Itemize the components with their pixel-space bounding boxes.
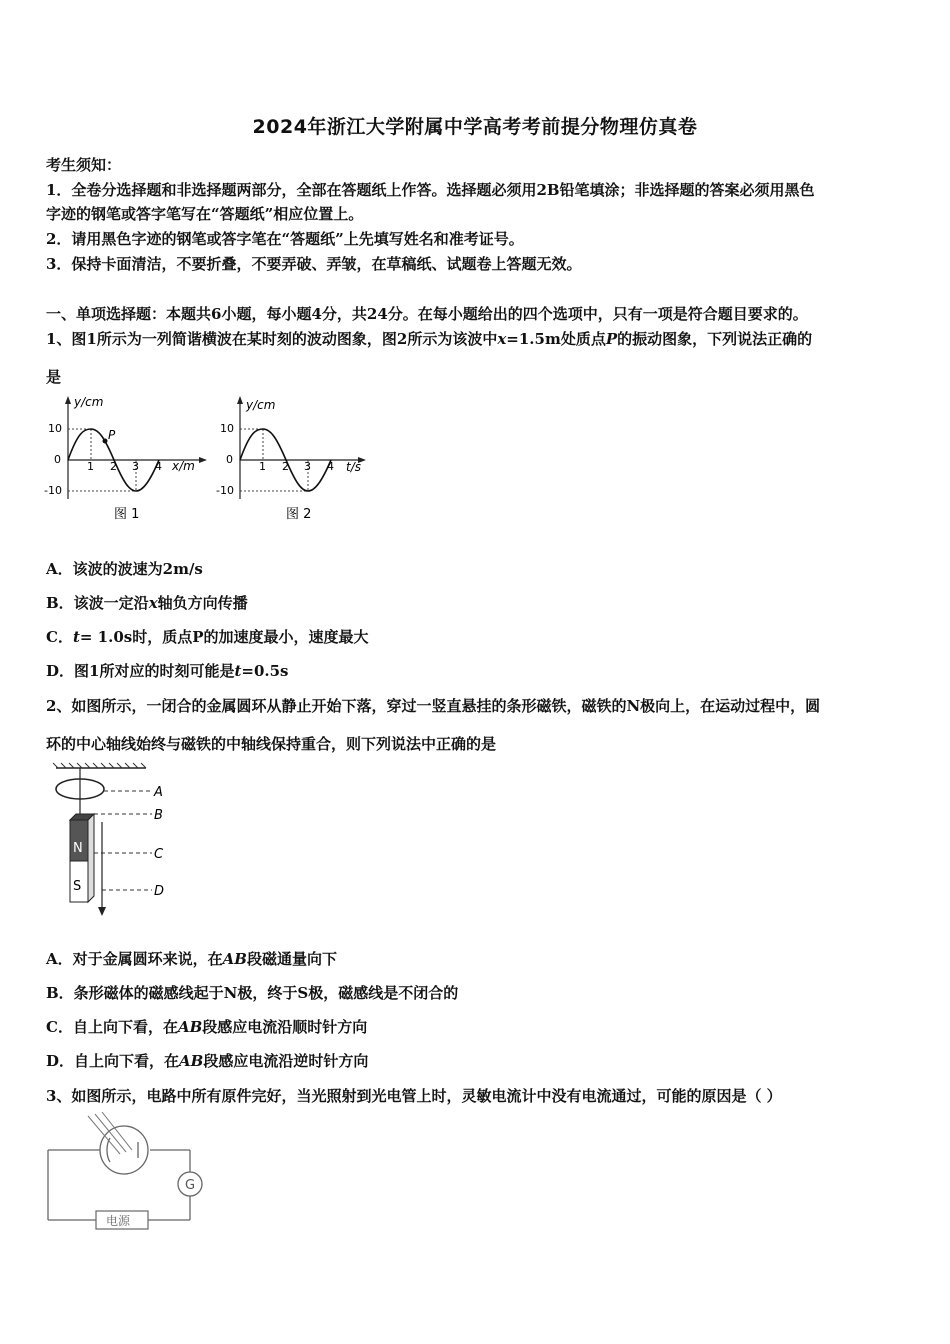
q2-option-d-var: AB <box>179 1052 204 1070</box>
q2-option-c-b: 段感应电流沿顺时针方向 <box>202 1018 368 1036</box>
fig2-tick-3: 3 <box>304 460 311 473</box>
q1-option-a: A．该波的波速为2m/s <box>46 560 203 578</box>
galvanometer-label: G <box>185 1178 196 1193</box>
q2-option-d-a: D．自上向下看，在 <box>46 1052 180 1070</box>
q1-option-b-a: B．该波一定沿 <box>46 594 149 612</box>
label-n: N <box>73 841 83 856</box>
fig2-ylabel: y/cm <box>246 398 276 412</box>
label-d: D <box>154 884 165 899</box>
fig1-bottom-label: -10 <box>44 484 62 497</box>
fig2-tick-2: 2 <box>282 460 289 473</box>
q1-stem-c: 的振动图象，下列说法正确的 <box>617 330 813 348</box>
q2-option-d-b: 段感应电流沿逆时针方向 <box>203 1052 369 1070</box>
fig1-xlabel: x/m <box>172 459 195 473</box>
q1-option-c <box>46 626 369 647</box>
label-c: C <box>154 847 164 862</box>
fig2-top-label: 10 <box>220 422 234 435</box>
q2-option-c-a: C．自上向下看，在 <box>46 1018 178 1036</box>
q1-option-d <box>46 660 289 681</box>
q1-figure-2 <box>212 394 372 529</box>
q2-option-a-var: AB <box>222 950 247 968</box>
q1-stem-p: P <box>605 330 618 348</box>
q1-stem-var: x <box>497 330 507 348</box>
fig1-y-arrow <box>65 396 71 404</box>
q1-option-b <box>46 592 248 613</box>
q1-option-d-b: =0.5s <box>241 662 289 680</box>
q1-option-c-a: C． <box>46 628 73 646</box>
notice-line-2: 2．请用黑色字迹的钢笔或答字笔在“答题纸”上先填写姓名和准考证号。 <box>46 230 524 248</box>
q2-option-c-var: AB <box>177 1018 203 1036</box>
fig1-ylabel: y/cm <box>74 395 104 409</box>
q1-option-b-var: x <box>148 594 158 612</box>
power-source-label: 电源 <box>106 1214 131 1228</box>
fall-direction-arrow <box>98 907 106 916</box>
fig1-zero-label: 0 <box>54 453 61 466</box>
q1-stem-b: =1.5m处质点 <box>506 330 606 348</box>
magnet-side-face <box>88 814 94 902</box>
q2-option-a-b: 段磁通量向下 <box>246 950 337 968</box>
notice-heading: 考生须知： <box>46 156 122 174</box>
q2-stem-b: 环的中心轴线始终与磁铁的中轴线保持重合，则下列说法中正确的是 <box>46 735 497 753</box>
q1-option-d-var: t <box>234 662 242 680</box>
fig1-point-label: P <box>108 428 116 442</box>
section-heading: 一、单项选择题：本题共6小题，每小题4分，共24分。在每小题给出的四个选项中，只有一项是符合题目要求的。 <box>46 305 808 323</box>
fig1-tick-1: 1 <box>87 460 94 473</box>
notice-line-3: 3．保持卡面清洁，不要折叠，不要弄破、弄皱，在草稿纸、试题卷上答题无效。 <box>46 255 582 273</box>
fig1-x-arrow <box>199 457 207 463</box>
page-title: 2024年浙江大学附属中学高考考前提分物理仿真卷 <box>252 116 698 138</box>
q3-stem: 3、如图所示，电路中所有原件完好，当光照射到光电管上时，灵敏电流计中没有电流通过，可能的原因是（ ） <box>46 1087 782 1105</box>
q2-option-b: B．条形磁体的磁感线起于N极，终于S极，磁感线是不闭合的 <box>46 984 459 1002</box>
fig2-y-arrow <box>237 396 243 404</box>
fig1-caption: 图 1 <box>114 507 140 522</box>
q2-option-d <box>46 1050 368 1071</box>
fig1-tick-2: 2 <box>110 460 117 473</box>
fig2-xlabel: t/s <box>346 460 361 474</box>
q2-figure <box>46 762 186 920</box>
fig2-caption: 图 2 <box>286 507 312 522</box>
q2-stem-a: 2、如图所示，一闭合的金属圆环从静止开始下落，穿过一竖直悬挂的条形磁铁，磁铁的N极向上，在运动过程中，圆 <box>46 697 821 715</box>
q1-figure-1 <box>40 394 210 529</box>
label-s: S <box>73 879 82 894</box>
q1-stem-d: 是 <box>46 368 62 386</box>
fig2-bottom-label: -10 <box>216 484 234 497</box>
q1-stem-a: 1、图1所示为一列简谐横波在某时刻的波动图象，图2所示为该波中 <box>46 330 498 348</box>
fig1-tick-4: 4 <box>155 460 162 473</box>
q1-option-b-b: 轴负方向传播 <box>157 594 248 612</box>
fig2-tick-1: 1 <box>259 460 266 473</box>
fig1-top-label: 10 <box>48 422 62 435</box>
q2-option-a-a: A．对于金属圆环来说，在 <box>46 950 223 968</box>
q3-figure <box>40 1112 215 1234</box>
q2-option-a <box>46 948 337 969</box>
q1-option-c-var: t <box>72 628 80 646</box>
q2-option-c <box>46 1016 367 1037</box>
notice-line-1b: 字迹的钢笔或答字笔写在“答题纸”相应位置上。 <box>46 205 364 223</box>
q1-option-d-a: D．图1所对应的时刻可能是 <box>46 662 235 680</box>
fig1-point-p <box>103 439 108 444</box>
notice-line-1a: 1．全卷分选择题和非选择题两部分，全部在答题纸上作答。选择题必须用2B铅笔填涂；非选择题的答案必须用黑色 <box>46 181 815 199</box>
q1-stem <box>46 328 812 349</box>
q1-option-c-b: = 1.0s时，质点P的加速度最小，速度最大 <box>79 628 369 646</box>
fig1-tick-3: 3 <box>132 460 139 473</box>
fig2-zero-label: 0 <box>226 453 233 466</box>
label-b: B <box>154 808 163 823</box>
fig2-tick-4: 4 <box>327 460 334 473</box>
label-a: A <box>154 785 163 800</box>
